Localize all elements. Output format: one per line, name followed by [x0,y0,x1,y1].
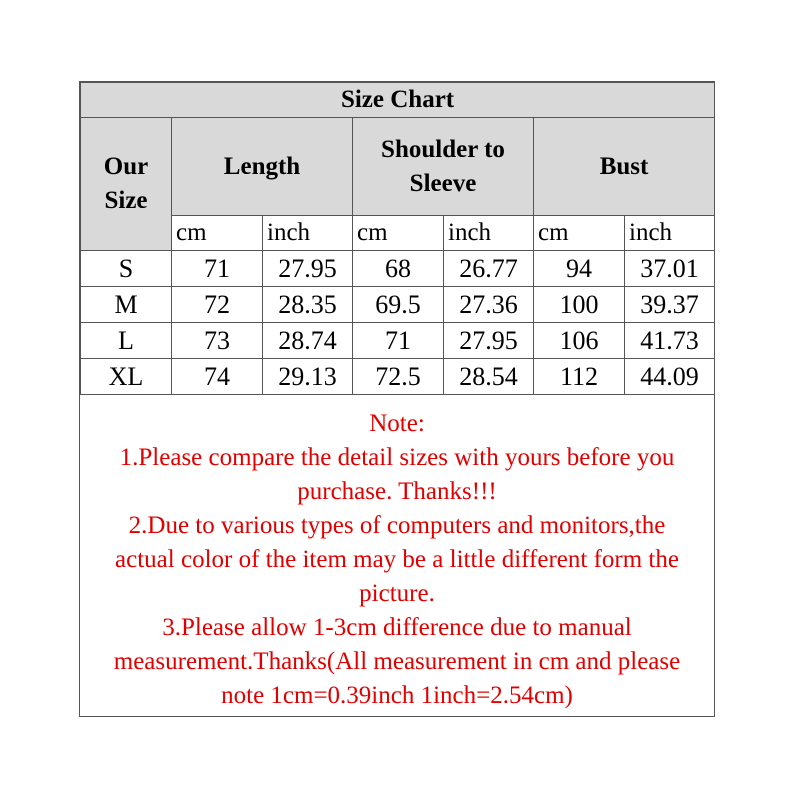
value-cell: 72.5 [353,359,444,395]
value-cell: 69.5 [353,287,444,323]
value-cell: 106 [534,323,625,359]
size-label: M [81,287,172,323]
size-chart [79,81,715,717]
title-row [81,83,715,118]
value-cell: 94 [534,251,625,287]
value-cell: 26.77 [444,251,534,287]
value-cell: 44.09 [625,359,715,395]
value-cell: 27.95 [263,251,353,287]
size-label: XL [81,359,172,395]
unit-cell: inch [444,216,534,251]
table-row [81,359,715,395]
note-2-line2: actual color of the item may be a little different form the [115,546,679,573]
value-cell: 41.73 [625,323,715,359]
note-1 [94,441,700,509]
unit-cell: inch [263,216,353,251]
value-cell: 73 [172,323,263,359]
note-2-line3: picture. [359,580,435,607]
value-cell: 39.37 [625,287,715,323]
table-row [81,287,715,323]
header-our-size-line2: Size [104,187,148,214]
value-cell: 74 [172,359,263,395]
value-cell: 28.74 [263,323,353,359]
value-cell: 28.35 [263,287,353,323]
header-our-size-line1: Our [103,153,149,180]
header-shoulder-line1: Shoulder to [381,135,505,163]
size-label: L [81,323,172,359]
header-shoulder-line2: Sleeve [409,169,477,197]
header-length: Length [172,118,353,216]
value-cell: 112 [534,359,625,395]
note-2 [94,509,700,611]
header-our-size [81,118,172,251]
unit-row [81,216,715,251]
value-cell: 27.95 [444,323,534,359]
value-cell: 71 [353,323,444,359]
note-1-line1: 1.Please compare the detail sizes with yours before you [119,444,675,471]
value-cell: 28.54 [444,359,534,395]
value-cell: 72 [172,287,263,323]
note-3 [94,611,700,713]
size-table [80,82,715,395]
chart-title: Size Chart [81,83,715,118]
value-cell: 68 [353,251,444,287]
header-bust: Bust [534,118,715,216]
note-1-line2: purchase. Thanks!!! [297,478,497,505]
note-3-line3: note 1cm=0.39inch 1inch=2.54cm) [221,682,573,709]
size-label: S [81,251,172,287]
value-cell: 100 [534,287,625,323]
notes-section [80,395,714,713]
table-row [81,323,715,359]
unit-cell: cm [172,216,263,251]
value-cell: 37.01 [625,251,715,287]
value-cell: 27.36 [444,287,534,323]
note-3-line1: 3.Please allow 1-3cm difference due to manual [162,614,632,641]
value-cell: 29.13 [263,359,353,395]
unit-cell: inch [625,216,715,251]
note-2-line1: 2.Due to various types of computers and monitors,the [128,512,666,539]
table-row [81,251,715,287]
note-heading: Note: [369,410,425,437]
unit-cell: cm [353,216,444,251]
header-row [81,118,715,216]
value-cell: 71 [172,251,263,287]
header-shoulder [353,118,534,216]
note-3-line2: measurement.Thanks(All measurement in cm and please [113,648,681,675]
unit-cell: cm [534,216,625,251]
